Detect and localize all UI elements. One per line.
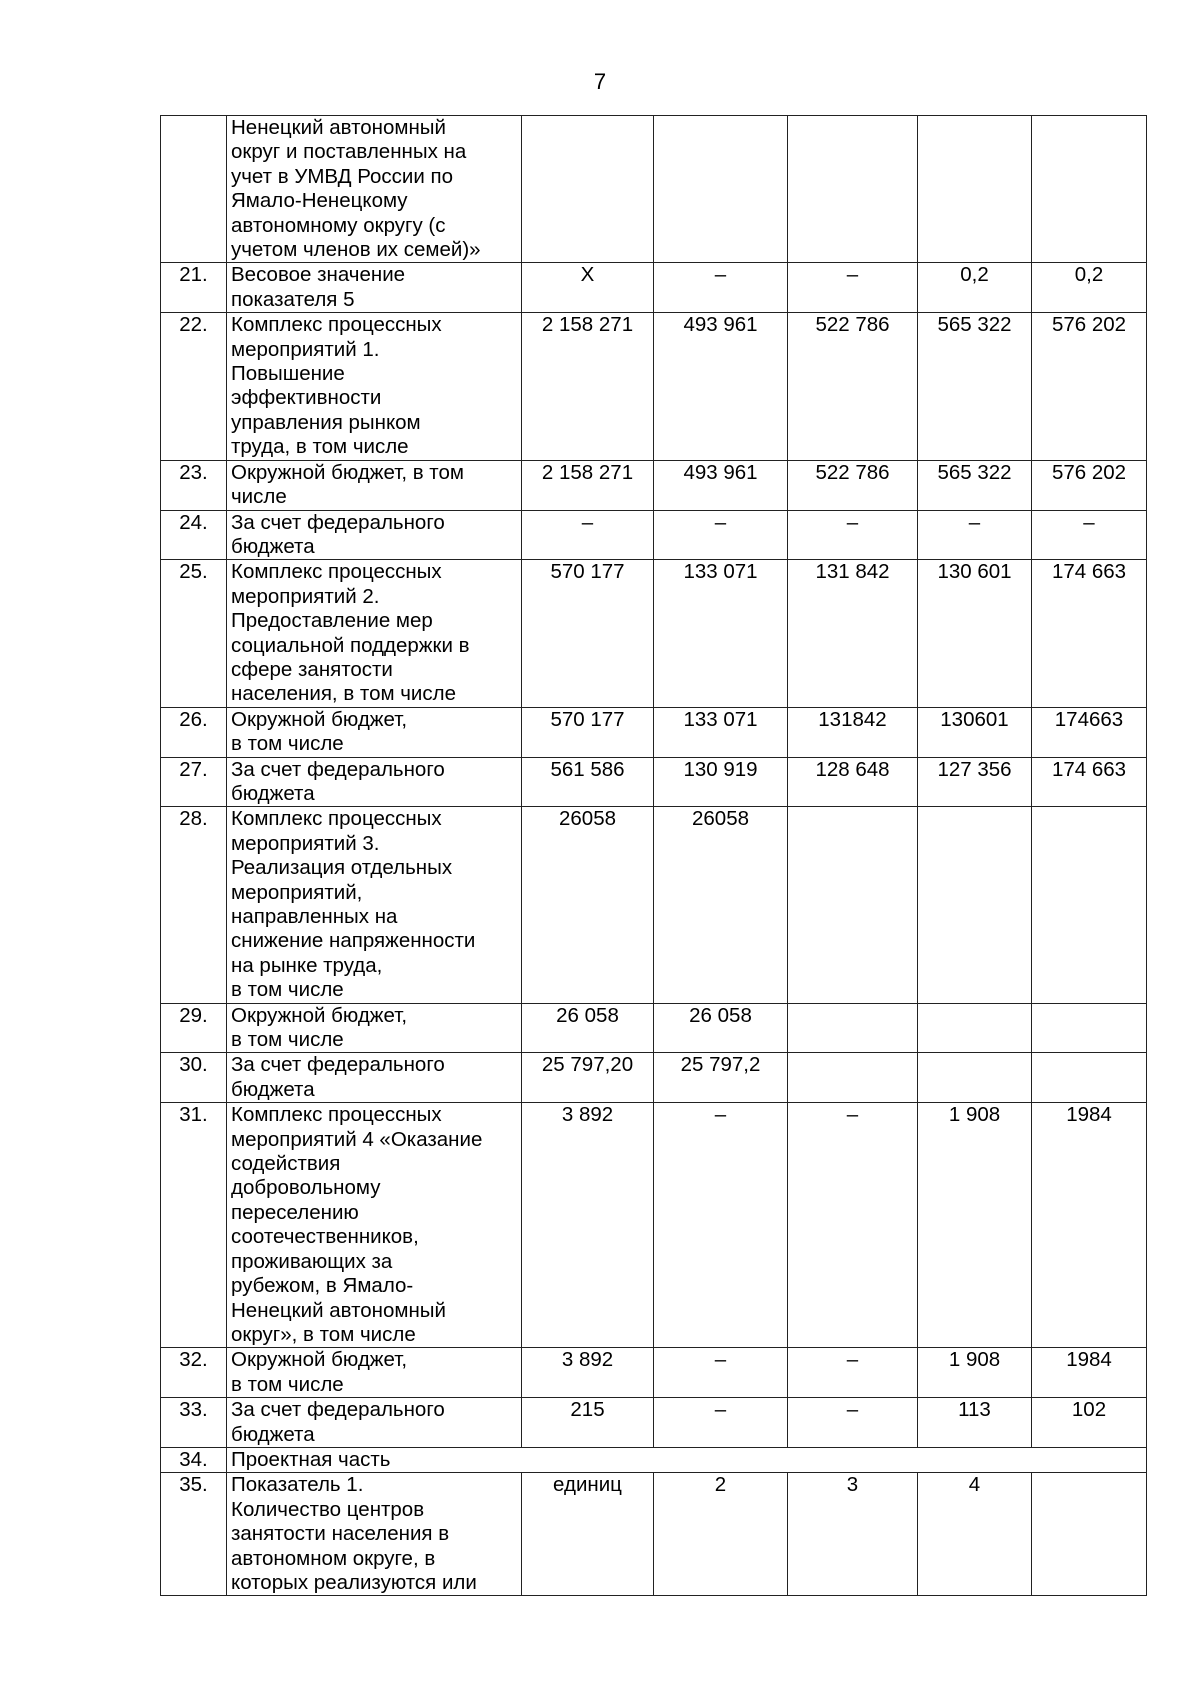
row-name-line: округ», в том числе xyxy=(231,1322,416,1346)
value-cell: 576 202 xyxy=(1032,460,1147,510)
value-cell: – xyxy=(788,1348,918,1398)
value-cell: 3 892 xyxy=(522,1348,654,1398)
row-name-line: в том числе xyxy=(231,732,344,756)
value-cell: 0,2 xyxy=(918,263,1032,313)
value-cell xyxy=(1032,116,1147,263)
table-row xyxy=(161,116,1147,263)
table-row xyxy=(161,510,1147,560)
row-name-line: в том числе xyxy=(231,1028,344,1052)
row-name-line: Окружной бюджет, в том xyxy=(231,460,464,484)
row-name xyxy=(227,1398,522,1448)
row-name-line: Весовое значение xyxy=(231,263,406,287)
row-name-line: Комплекс процессных xyxy=(231,807,442,831)
value-cell: 1 908 xyxy=(918,1103,1032,1348)
value-cell xyxy=(1032,1053,1147,1103)
value-cell: 26 058 xyxy=(654,1003,788,1053)
row-name-line: бюджета xyxy=(231,534,315,558)
value-cell: 565 322 xyxy=(918,313,1032,460)
table-row xyxy=(161,707,1147,757)
value-cell: – xyxy=(654,1103,788,1348)
row-number: 31. xyxy=(161,1103,227,1348)
value-cell: 174 663 xyxy=(1032,757,1147,807)
table-row xyxy=(161,1398,1147,1448)
row-name-line: на рынке труда, xyxy=(231,953,383,977)
value-cell: 1 908 xyxy=(918,1348,1032,1398)
value-cell: 4 xyxy=(918,1473,1032,1596)
row-name-line: сфере занятости xyxy=(231,657,393,681)
value-cell xyxy=(788,116,918,263)
value-cell: 102 xyxy=(1032,1398,1147,1448)
row-name-line: социальной поддержки в xyxy=(231,633,470,657)
row-name-line: мероприятий 4 «Оказание xyxy=(231,1127,483,1151)
row-name-line: управления рынком xyxy=(231,410,421,434)
table-row xyxy=(161,460,1147,510)
table-row xyxy=(161,560,1147,707)
value-cell: 174 663 xyxy=(1032,560,1147,707)
value-cell: 26058 xyxy=(654,807,788,1003)
value-cell: – xyxy=(654,263,788,313)
value-cell xyxy=(1032,1473,1147,1596)
row-name-line: Ямало-Ненецкому xyxy=(231,189,408,213)
row-name-line: мероприятий 2. xyxy=(231,584,380,608)
row-name xyxy=(227,510,522,560)
program-table xyxy=(160,115,1147,1596)
value-cell: – xyxy=(1032,510,1147,560)
row-name-line: которых реализуются или xyxy=(231,1570,477,1594)
row-number: 28. xyxy=(161,807,227,1003)
value-cell: – xyxy=(654,1348,788,1398)
row-name-line: бюджета xyxy=(231,1422,315,1446)
table-row xyxy=(161,757,1147,807)
row-number xyxy=(161,116,227,263)
value-cell: 522 786 xyxy=(788,460,918,510)
value-cell xyxy=(918,1003,1032,1053)
row-number: 21. xyxy=(161,263,227,313)
row-name-line: Окружной бюджет, xyxy=(231,1348,408,1372)
value-cell: – xyxy=(788,510,918,560)
row-name-line: эффективности xyxy=(231,386,382,410)
value-cell: 26058 xyxy=(522,807,654,1003)
value-cell: 174663 xyxy=(1032,707,1147,757)
value-cell: – xyxy=(522,510,654,560)
row-name xyxy=(227,1473,522,1596)
row-name xyxy=(227,1348,522,1398)
row-name-line: переселению xyxy=(231,1200,359,1224)
row-number: 32. xyxy=(161,1348,227,1398)
value-cell xyxy=(788,807,918,1003)
row-name-line: автономном округе, в xyxy=(231,1546,436,1570)
value-cell: 127 356 xyxy=(918,757,1032,807)
value-cell: 1984 xyxy=(1032,1103,1147,1348)
value-cell: 565 322 xyxy=(918,460,1032,510)
value-cell: 522 786 xyxy=(788,313,918,460)
row-name-line: мероприятий 1. xyxy=(231,337,380,361)
row-number: 23. xyxy=(161,460,227,510)
row-number: 22. xyxy=(161,313,227,460)
value-cell: – xyxy=(788,1398,918,1448)
row-number: 35. xyxy=(161,1473,227,1596)
table-row xyxy=(161,313,1147,460)
row-name xyxy=(227,116,522,263)
value-cell: 25 797,20 xyxy=(522,1053,654,1103)
row-name-line: в том числе xyxy=(231,978,344,1002)
row-name-line: За счет федерального xyxy=(231,1398,445,1422)
table-row xyxy=(161,1053,1147,1103)
row-name-line: Показатель 1. xyxy=(231,1473,364,1497)
row-name-line: бюджета xyxy=(231,1077,315,1101)
table-row xyxy=(161,1003,1147,1053)
value-cell: 570 177 xyxy=(522,707,654,757)
value-cell: 0,2 xyxy=(1032,263,1147,313)
value-cell xyxy=(522,116,654,263)
row-name-line: бюджета xyxy=(231,781,315,805)
row-name-line: снижение напряженности xyxy=(231,929,476,953)
value-cell: – xyxy=(788,263,918,313)
value-cell xyxy=(1032,807,1147,1003)
row-name-line: За счет федерального xyxy=(231,510,445,534)
value-cell: 26 058 xyxy=(522,1003,654,1053)
value-cell: 25 797,2 xyxy=(654,1053,788,1103)
row-name-line: За счет федерального xyxy=(231,1053,445,1077)
row-name-line: учетом членов их семей)» xyxy=(231,238,481,262)
value-cell xyxy=(1032,1003,1147,1053)
row-number: 25. xyxy=(161,560,227,707)
table-body xyxy=(161,116,1147,1596)
table-row xyxy=(161,1348,1147,1398)
value-cell: – xyxy=(654,510,788,560)
value-cell xyxy=(918,116,1032,263)
table-row xyxy=(161,1103,1147,1348)
row-name-line: округ и поставленных на xyxy=(231,140,467,164)
row-name-line: занятости населения в xyxy=(231,1522,450,1546)
row-name-line: труда, в том числе xyxy=(231,435,409,459)
row-name-line: Количество центров xyxy=(231,1497,425,1521)
row-number: 27. xyxy=(161,757,227,807)
value-cell: 493 961 xyxy=(654,313,788,460)
row-name-line: проживающих за xyxy=(231,1249,393,1273)
value-cell xyxy=(918,1053,1032,1103)
row-number: 30. xyxy=(161,1053,227,1103)
row-number: 29. xyxy=(161,1003,227,1053)
table-row xyxy=(161,807,1147,1003)
row-name-line: населения, в том числе xyxy=(231,682,456,706)
row-name-line: направленных на xyxy=(231,905,398,928)
row-name-line: Комплекс процессных xyxy=(231,1103,442,1127)
value-cell xyxy=(918,807,1032,1003)
value-cell: 576 202 xyxy=(1032,313,1147,460)
row-name xyxy=(227,263,522,313)
value-cell: 493 961 xyxy=(654,460,788,510)
value-cell: 3 892 xyxy=(522,1103,654,1348)
value-cell: 130601 xyxy=(918,707,1032,757)
value-cell: – xyxy=(788,1103,918,1348)
row-name-line: Предоставление мер xyxy=(231,609,433,633)
row-name-line: Реализация отдельных xyxy=(231,856,453,880)
value-cell: 561 586 xyxy=(522,757,654,807)
table-row xyxy=(161,1473,1147,1596)
row-name xyxy=(227,1103,522,1348)
page-number: 7 xyxy=(593,69,607,94)
value-cell: 113 xyxy=(918,1398,1032,1448)
row-name xyxy=(227,560,522,707)
row-name xyxy=(227,1447,1147,1472)
row-name xyxy=(227,1053,522,1103)
row-name-line: Ненецкий автономный xyxy=(231,1298,446,1322)
value-cell: 1984 xyxy=(1032,1348,1147,1398)
row-name xyxy=(227,1003,522,1053)
row-name-line: показателя 5 xyxy=(231,287,355,311)
row-number: 24. xyxy=(161,510,227,560)
value-cell: 2 158 271 xyxy=(522,460,654,510)
value-cell: Х xyxy=(522,263,654,313)
row-number: 26. xyxy=(161,707,227,757)
value-cell: 215 xyxy=(522,1398,654,1448)
row-name-line: добровольному xyxy=(231,1176,381,1200)
row-name-line: соотечественников, xyxy=(231,1225,419,1249)
row-name-line: содействия xyxy=(231,1152,341,1176)
row-name-line: автономному округу (с xyxy=(231,213,446,237)
value-cell: 2 158 271 xyxy=(522,313,654,460)
row-number: 34. xyxy=(161,1447,227,1472)
value-cell: 128 648 xyxy=(788,757,918,807)
row-name xyxy=(227,313,522,460)
value-cell xyxy=(654,116,788,263)
value-cell: 131 842 xyxy=(788,560,918,707)
value-cell: – xyxy=(918,510,1032,560)
row-name xyxy=(227,460,522,510)
value-cell: единиц xyxy=(522,1473,654,1596)
row-name-line: в том числе xyxy=(231,1372,344,1396)
row-name-line: Комплекс процессных xyxy=(231,313,442,337)
table-row xyxy=(161,1447,1147,1472)
row-name xyxy=(227,707,522,757)
value-cell: 130 601 xyxy=(918,560,1032,707)
value-cell: 133 071 xyxy=(654,560,788,707)
value-cell: 133 071 xyxy=(654,707,788,757)
row-name xyxy=(227,757,522,807)
row-name-line: Ненецкий автономный xyxy=(231,116,446,139)
row-name xyxy=(227,807,522,1003)
value-cell: 2 xyxy=(654,1473,788,1596)
value-cell: 131842 xyxy=(788,707,918,757)
value-cell: – xyxy=(654,1398,788,1448)
row-name-line: За счет федерального xyxy=(231,757,445,781)
row-name-line: Окружной бюджет, xyxy=(231,707,408,731)
row-name-line: Повышение xyxy=(231,362,345,386)
value-cell xyxy=(788,1003,918,1053)
row-name-line: Проектная часть xyxy=(231,1447,391,1471)
row-name-line: рубежом, в Ямало- xyxy=(231,1274,414,1298)
value-cell xyxy=(788,1053,918,1103)
row-name-line: мероприятий, xyxy=(231,880,363,904)
row-name-line: учет в УМВД России по xyxy=(231,164,453,188)
value-cell: 3 xyxy=(788,1473,918,1596)
row-name-line: Комплекс процессных xyxy=(231,560,442,584)
value-cell: 570 177 xyxy=(522,560,654,707)
row-name-line: мероприятий 3. xyxy=(231,831,380,855)
row-name-line: числе xyxy=(231,485,287,509)
row-number: 33. xyxy=(161,1398,227,1448)
row-name-line: Окружной бюджет, xyxy=(231,1003,408,1027)
table-row xyxy=(161,263,1147,313)
value-cell: 130 919 xyxy=(654,757,788,807)
